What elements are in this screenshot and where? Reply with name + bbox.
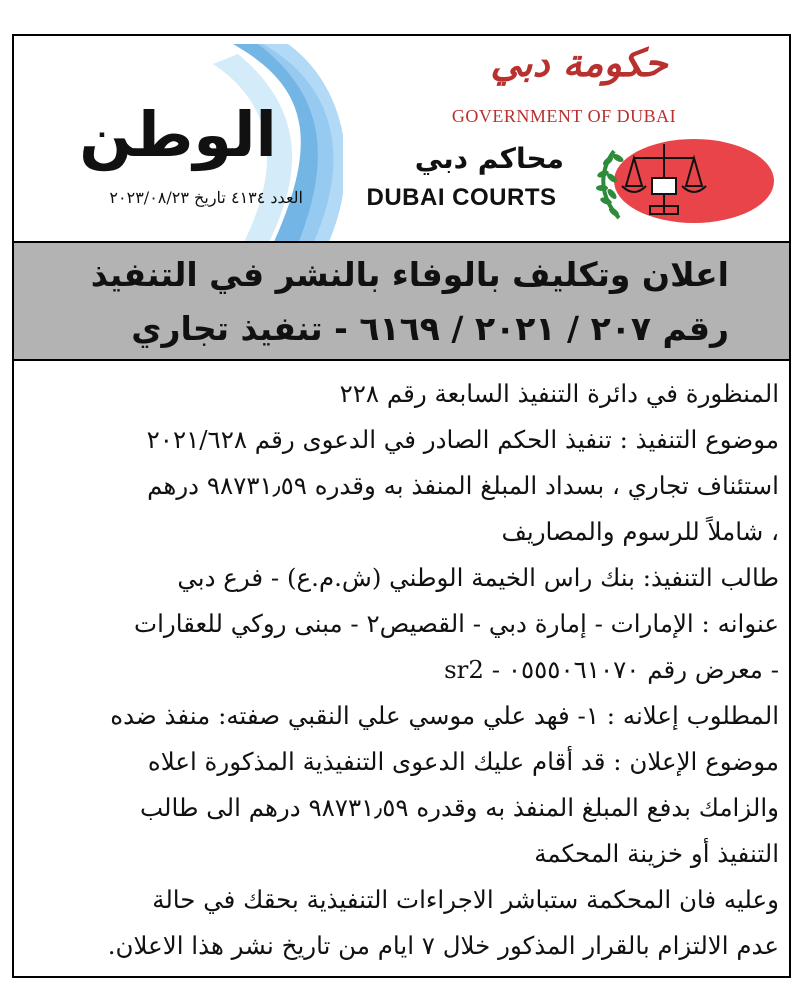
body-line: ، شاملاً للرسوم والمصاريف bbox=[501, 517, 779, 546]
issue-number-date: العدد ٤١٣٤ تاريخ ٢٠٢٣/٠٨/٢٣ bbox=[109, 188, 303, 207]
body-line: المنظورة في دائرة التنفيذ السابعة رقم ٢٢٨ bbox=[339, 379, 779, 408]
title-line-1: اعلان وتكليف بالوفاء بالنشر في التنفيذ bbox=[90, 255, 729, 294]
newspaper-name: الوطن bbox=[79, 98, 277, 171]
body-line: موضوع التنفيذ : تنفيذ الحكم الصادر في الدعوى رقم ٢٠٢١/٦٢٨ bbox=[146, 425, 779, 454]
newspaper-masthead bbox=[28, 44, 308, 234]
announcement-title bbox=[14, 241, 789, 361]
body-line: - معرض رقم ٠٥٥٥٠٦١٠٧٠ - sr2 bbox=[444, 655, 779, 684]
announcement-body bbox=[14, 363, 789, 973]
government-name-en: GOVERNMENT OF DUBAI bbox=[451, 106, 677, 126]
body-line: عدم الالتزام بالقرار المذكور خلال ٧ ايام من تاريخ نشر هذا الاعلان. bbox=[107, 931, 779, 960]
government-name-ar: حكومة دبي bbox=[490, 40, 668, 85]
header bbox=[14, 36, 789, 241]
body-line: موضوع الإعلان : قد أقام عليك الدعوى التنفيذية المذكورة اعلاه bbox=[147, 747, 779, 776]
body-line: طالب التنفيذ: بنك راس الخيمة الوطني (ش.م.ع) - فرع دبي bbox=[177, 563, 779, 592]
title-line-2: رقم ٢٠٧ / ٢٠٢١ / ٦١٦٩ - تنفيذ تجاري bbox=[131, 309, 729, 348]
body-line: التنفيذ أو خزينة المحكمة bbox=[534, 839, 779, 868]
body-line: وعليه فان المحكمة ستباشر الاجراءات التنفيذية بحقك في حالة bbox=[152, 885, 779, 914]
body-line: استئناف تجاري ، بسداد المبلغ المنفذ به وقدره ٩٨٧٣١٫٥٩ درهم bbox=[147, 471, 779, 500]
scales-of-justice-icon bbox=[574, 136, 774, 226]
courts-name-en: DUBAI COURTS bbox=[366, 184, 557, 211]
government-logo bbox=[424, 36, 694, 131]
body-line: عنوانه : الإمارات - إمارة دبي - القصيص٢ - مبنى روكي للعقارات bbox=[134, 609, 779, 638]
body-line: والزامك بدفع المبلغ المنفذ به وقدره ٩٨٧٣١٫٥٩ درهم الى طالب bbox=[139, 793, 779, 822]
dubai-courts-logo bbox=[359, 136, 779, 226]
body-line: المطلوب إعلانه : ١- فهد علي موسي علي النقبي صفته: منفذ ضده bbox=[110, 701, 779, 730]
courts-name-ar: محاكم دبي bbox=[414, 142, 564, 175]
announcement-frame bbox=[12, 34, 791, 978]
